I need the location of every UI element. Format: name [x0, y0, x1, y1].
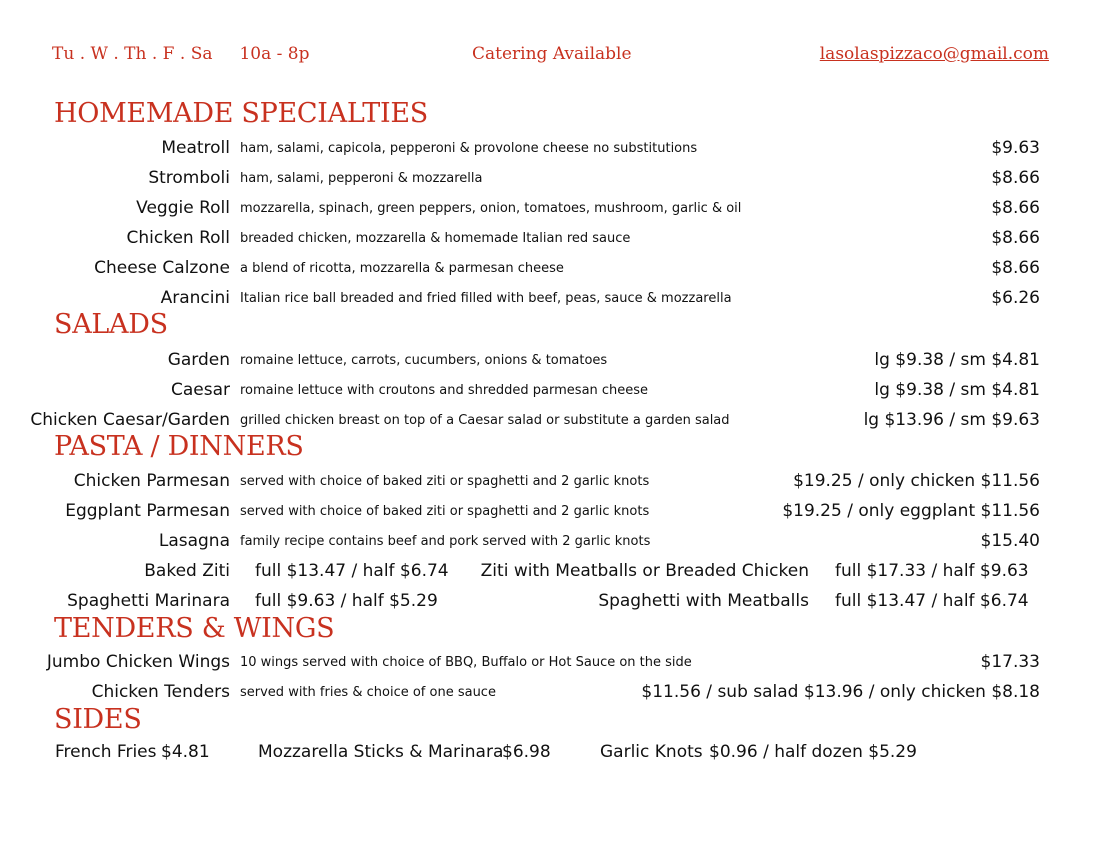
item-price: lg $13.96 / sm $9.63 — [863, 410, 1040, 430]
item-description: family recipe contains beef and pork served with 2 garlic knots — [240, 534, 651, 549]
item-name: Meatroll — [161, 138, 230, 158]
menu-item — [0, 258, 1100, 282]
menu-item — [0, 591, 1100, 615]
menu-item — [0, 228, 1100, 252]
menu-item — [0, 350, 1100, 374]
item-name: Lasagna — [158, 531, 230, 551]
item-price: $9.63 — [991, 138, 1040, 158]
menu-item — [0, 682, 1100, 706]
menu-item — [0, 168, 1100, 192]
item-price: $15.40 — [980, 531, 1040, 551]
item-price: $8.66 — [991, 258, 1040, 278]
menu-item — [0, 138, 1100, 162]
side-name: French Fries — [55, 742, 157, 762]
item-description: mozzarella, spinach, green peppers, onion, tomatoes, mushroom, garlic & oil — [240, 201, 742, 216]
item-description: romaine lettuce, carrots, cucumbers, onions & tomatoes — [240, 353, 608, 368]
menu-item — [0, 561, 1100, 585]
item-price: full $13.47 / half $6.74 — [835, 591, 1029, 611]
side-price: $0.96 / half dozen $5.29 — [709, 742, 917, 762]
side-name: Mozzarella Sticks & Marinara — [258, 742, 504, 762]
item-description: Italian rice ball breaded and fried filled with beef, peas, sauce & mozzarella — [240, 291, 732, 306]
side-name: Garlic Knots — [600, 742, 703, 762]
menu-item — [0, 198, 1100, 222]
item-name: Baked Ziti — [144, 561, 230, 581]
item-description: ham, salami, capicola, pepperoni & provolone cheese no substitutions — [240, 141, 698, 156]
item-name: Spaghetti with Meatballs — [598, 591, 809, 611]
item-price: $6.26 — [991, 288, 1040, 308]
item-price: $17.33 — [980, 652, 1040, 672]
hours-text: Tu . W . Th . F . Sa 10a - 8p — [52, 44, 310, 64]
item-price: $8.66 — [991, 228, 1040, 248]
section-title-tenders: TENDERS & WINGS — [54, 613, 335, 644]
item-description: served with choice of baked ziti or spaghetti and 2 garlic knots — [240, 474, 650, 489]
menu-item — [0, 471, 1100, 495]
menu-item — [0, 531, 1100, 555]
item-price: lg $9.38 / sm $4.81 — [874, 380, 1040, 400]
section-title-specialties: HOMEMADE SPECIALTIES — [54, 98, 428, 129]
item-price: lg $9.38 / sm $4.81 — [874, 350, 1040, 370]
item-description: served with fries & choice of one sauce — [240, 685, 496, 700]
item-description: ham, salami, pepperoni & mozzarella — [240, 171, 483, 186]
item-price: full $9.63 / half $5.29 — [255, 591, 438, 611]
section-title-salads: SALADS — [54, 309, 168, 340]
item-price: full $17.33 / half $9.63 — [835, 561, 1029, 581]
item-price: full $13.47 / half $6.74 — [255, 561, 449, 581]
item-description: romaine lettuce with croutons and shredded parmesan cheese — [240, 383, 649, 398]
item-name: Caesar — [170, 380, 230, 400]
email-link[interactable]: lasolaspizzaco@gmail.com — [819, 44, 1049, 64]
section-title-sides: SIDES — [54, 704, 142, 735]
side-price: $4.81 — [161, 742, 210, 762]
item-description: served with choice of baked ziti or spaghetti and 2 garlic knots — [240, 504, 650, 519]
item-name: Ziti with Meatballs or Breaded Chicken — [480, 561, 809, 581]
menu-item — [0, 501, 1100, 525]
item-name: Arancini — [160, 288, 230, 308]
item-price: $8.66 — [991, 168, 1040, 188]
menu-item — [0, 652, 1100, 676]
item-price: $8.66 — [991, 198, 1040, 218]
menu-item — [0, 380, 1100, 404]
item-name: Chicken Caesar/Garden — [30, 410, 230, 430]
item-name: Chicken Parmesan — [73, 471, 230, 491]
item-name: Veggie Roll — [136, 198, 230, 218]
item-name: Stromboli — [148, 168, 230, 188]
item-price: $19.25 / only chicken $11.56 — [793, 471, 1040, 491]
item-name: Chicken Tenders — [91, 682, 230, 702]
item-description: a blend of ricotta, mozzarella & parmesan cheese — [240, 261, 564, 276]
item-name: Garden — [167, 350, 230, 370]
catering-text: Catering Available — [472, 44, 632, 64]
item-price: $11.56 / sub salad $13.96 / only chicken $8.18 — [641, 682, 1040, 702]
item-name: Spaghetti Marinara — [67, 591, 230, 611]
item-name: Eggplant Parmesan — [65, 501, 230, 521]
item-price: $19.25 / only eggplant $11.56 — [782, 501, 1040, 521]
item-description: 10 wings served with choice of BBQ, Buffalo or Hot Sauce on the side — [240, 655, 692, 670]
item-description: breaded chicken, mozzarella & homemade Italian red sauce — [240, 231, 631, 246]
section-title-pasta: PASTA / DINNERS — [54, 431, 304, 462]
side-price: $6.98 — [502, 742, 551, 762]
item-name: Jumbo Chicken Wings — [46, 652, 230, 672]
item-description: grilled chicken breast on top of a Caesar salad or substitute a garden salad — [240, 413, 730, 428]
item-name: Chicken Roll — [126, 228, 230, 248]
item-name: Cheese Calzone — [94, 258, 230, 278]
